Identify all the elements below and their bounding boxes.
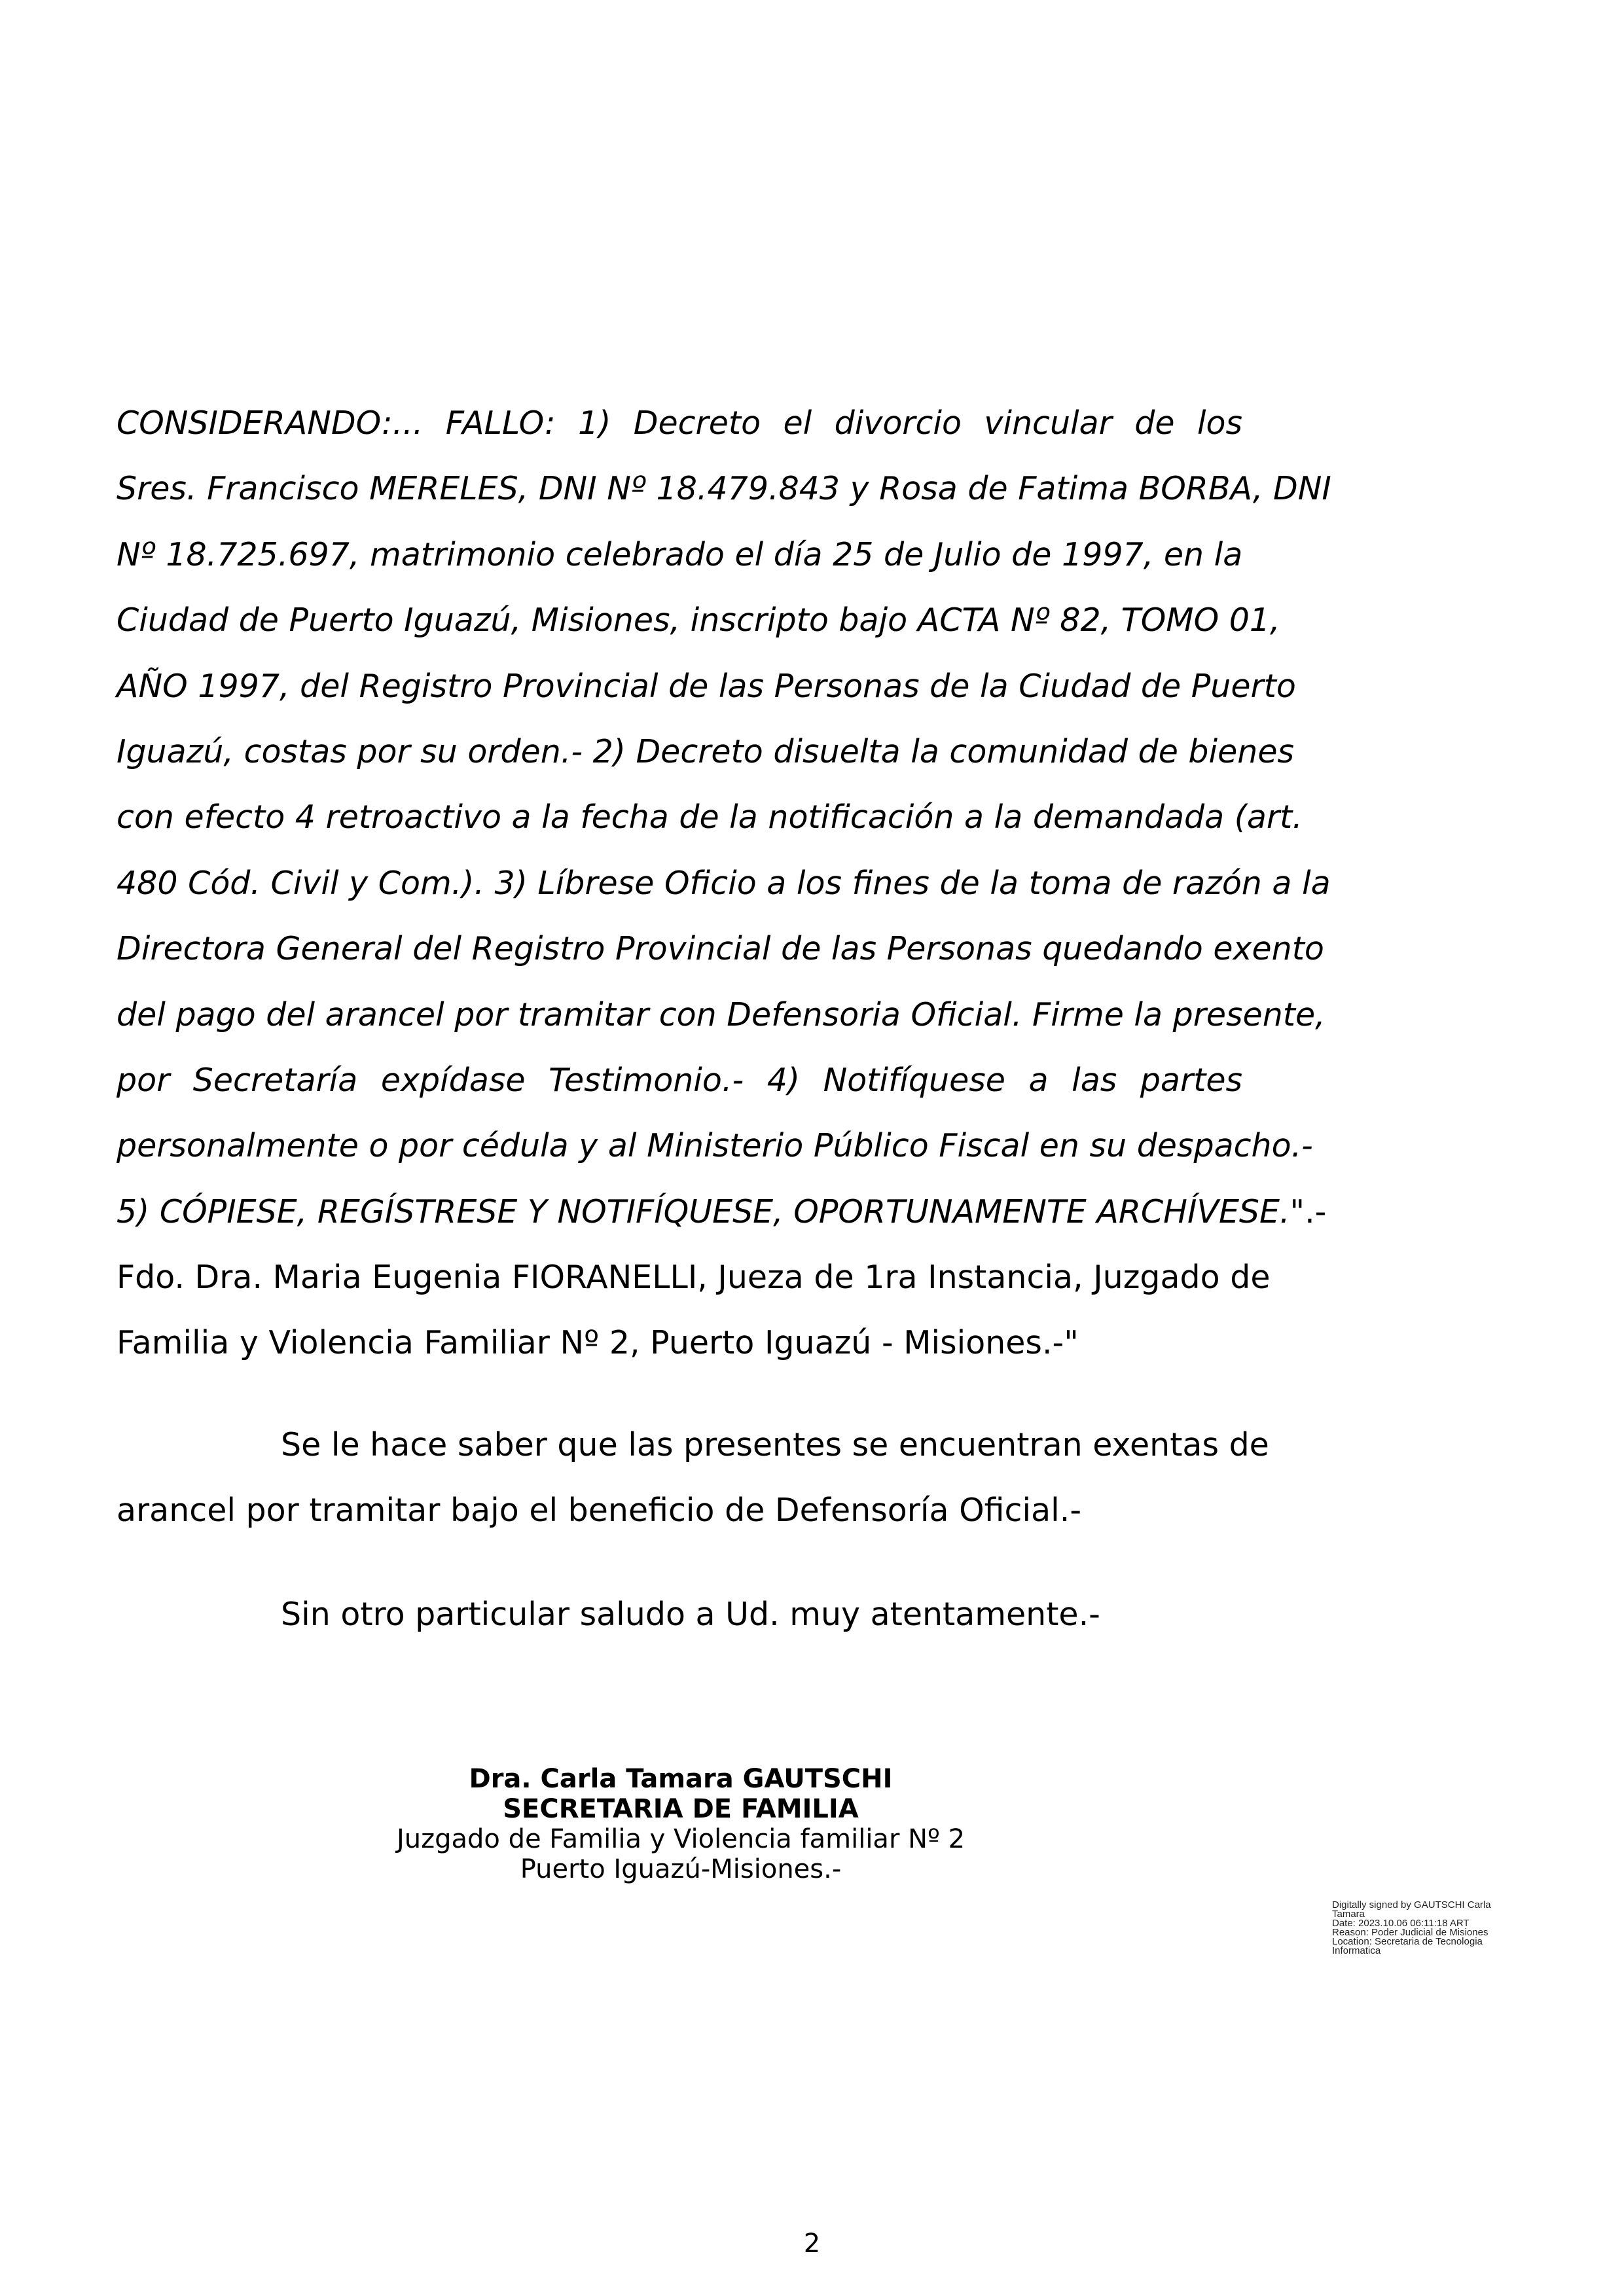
closing-line: Sin otro particular saludo a Ud. muy atentamente.- — [281, 1596, 1100, 1633]
signer-location: Puerto Iguazú-Misiones.- — [520, 1854, 842, 1884]
ruling-line: por Secretaría expídase Testimonio.- 4) Notifíquese a las partes — [117, 1061, 1242, 1099]
page-number: 2 — [803, 2229, 821, 2259]
ruling-line: Fdo. Dra. Maria Eugenia FIORANELLI, Jueza de 1ra Instancia, Juzgado de — [117, 1259, 1271, 1297]
signer-court: Juzgado de Familia y Violencia familiar Nº 2 — [396, 1824, 965, 1854]
ruling-line: personalmente o por cédula y al Ministerio Público Fiscal en su despacho.- — [117, 1127, 1313, 1165]
notice-line: arancel por tramitar bajo el beneficio de Defensoría Oficial.- — [117, 1492, 1081, 1530]
digital-signature-line: Reason: Poder Judicial de Misiones — [1332, 1927, 1489, 1938]
ruling-line: Sres. Francisco MERELES, DNI Nº 18.479.843 y Rosa de Fatima BORBA, DNI — [117, 470, 1331, 508]
digital-signature-line: Date: 2023.10.06 06:11:18 ART — [1332, 1918, 1470, 1929]
signature-block — [353, 1764, 1008, 1884]
digital-signature-line: Informatica — [1332, 1945, 1381, 1956]
ruling-line: AÑO 1997, del Registro Provincial de las Personas de la Ciudad de Puerto — [117, 667, 1296, 705]
digital-signature-line: Tamara — [1332, 1909, 1365, 1920]
ruling-line: 480 Cód. Civil y Com.). 3) Líbrese Oficio a los fines de la toma de razón a la — [117, 864, 1331, 902]
ruling-line-italic-part: 5) CÓPIESE, REGÍSTRESE Y NOTIFÍQUESE, OPORTUNAMENTE ARCHÍVESE. — [117, 1193, 1290, 1230]
digital-signature-stamp — [1332, 1901, 1528, 1956]
digital-signature-line: Location: Secretaria de Tecnologia — [1332, 1936, 1483, 1947]
ruling-line: Familia y Violencia Familiar Nº 2, Puerto Iguazú - Misiones.-" — [117, 1324, 1079, 1362]
digital-signature-line: Digitally signed by GAUTSCHI Carla — [1332, 1899, 1491, 1910]
ruling-line: Directora General del Registro Provincial de las Personas quedando exento — [117, 930, 1324, 968]
exemption-notice — [117, 1412, 1269, 1544]
ruling-line — [117, 1179, 1327, 1245]
ruling-line: Nº 18.725.697, matrimonio celebrado el día 25 de Julio de 1997, en la — [117, 535, 1243, 573]
signer-name: Dra. Carla Tamara GAUTSCHI — [469, 1764, 893, 1794]
ruling-line: del pago del arancel por tramitar con Defensoria Oficial. Firme la presente, — [117, 996, 1326, 1033]
ruling-line: Iguazú, costas por su orden.- 2) Decreto disuelta la comunidad de bienes — [117, 732, 1295, 770]
ruling-line: Ciudad de Puerto Iguazú, Misiones, inscripto bajo ACTA Nº 82, TOMO 01, — [117, 601, 1280, 639]
ruling-line-quote-end: ".- — [1290, 1193, 1327, 1230]
ruling-line: con efecto 4 retroactivo a la fecha de la notificación a la demandada (art. — [117, 798, 1303, 836]
ruling-text — [117, 391, 1331, 1376]
ruling-line: CONSIDERANDO:... FALLO: 1) Decreto el divorcio vincular de los — [117, 404, 1242, 442]
signer-title: SECRETARIA DE FAMILIA — [503, 1794, 859, 1824]
notice-line: Se le hace saber que las presentes se encuentran exentas de — [281, 1426, 1269, 1463]
closing-paragraph — [117, 1582, 1242, 1647]
